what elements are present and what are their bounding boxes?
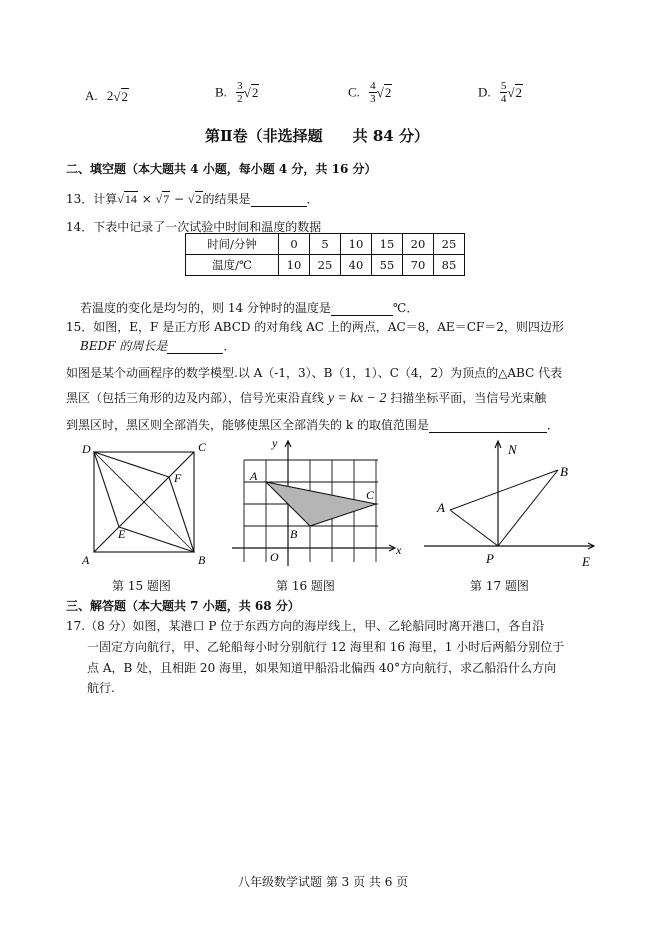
table-cell: 70 — [403, 255, 434, 276]
option-a-letter: A. — [85, 88, 98, 103]
option-b-sqrt: √2 — [243, 84, 259, 100]
label-a: A — [437, 500, 445, 515]
question-16-line1: 如图是某个动画程序的数学模型.以 A（-1，3）、B（1，1）、C（4，2）为顶点的△ABC 代表 — [66, 366, 563, 380]
option-c-fraction: $\frac{4}{3}$ — [370, 80, 376, 105]
q14-answer-blank[interactable] — [331, 301, 393, 316]
figure-15 — [78, 438, 218, 568]
table-cell: 0 — [279, 234, 310, 255]
option-a-coef: 2 — [106, 88, 114, 103]
q16-line3-suffix: ． — [546, 418, 559, 432]
table-cell: 25 — [434, 234, 465, 255]
question-14-stem: 14．下表中记录了一次试验中时间和温度的数据 — [66, 220, 322, 234]
q13-minus: − — [174, 192, 185, 206]
q13-answer-blank[interactable] — [251, 192, 307, 207]
table-header-temperature: 温度/℃ — [186, 255, 279, 276]
option-d-letter: D. — [478, 84, 491, 100]
option-a-sqrt: √2 — [113, 89, 129, 105]
label-b: B — [290, 527, 298, 541]
q14-followup-prefix: 若温度的变化是均匀的，则 14 分钟时的温度是 — [80, 301, 331, 315]
label-d: D — [82, 442, 91, 456]
q16-line2-suffix: 扫描坐标平面，当信号光束触 — [390, 391, 547, 405]
label-b: B — [560, 464, 568, 479]
q15-answer-blank[interactable] — [167, 339, 223, 354]
question-17-line4: 航行. — [87, 681, 115, 695]
question-15-line1: 15．如图，E，F 是正方形 ABCD 的对角线 AC 上的两点，AC＝8，AE＝CF＝2，则四边形 — [66, 320, 564, 334]
figure-17-caption: 第 17 题图 — [470, 579, 529, 593]
figure-16 — [228, 436, 408, 568]
label-p: P — [486, 551, 494, 566]
table-cell: 85 — [434, 255, 465, 276]
q13-sqrt-2: √2 — [187, 192, 202, 206]
label-n: N — [508, 442, 517, 457]
question-16-line3 — [66, 416, 559, 433]
question-16-line2 — [66, 389, 546, 407]
table-cell: 15 — [372, 234, 403, 255]
q13-times: × — [141, 192, 152, 206]
label-e: E — [118, 527, 126, 541]
option-d-sqrt: √2 — [507, 84, 523, 100]
q13-prefix: 13．计算 — [66, 192, 118, 206]
table-cell: 20 — [403, 234, 434, 255]
option-d-fraction: $\frac{5}{4}$ — [500, 80, 507, 105]
triangle-apb — [450, 470, 558, 546]
table-cell: 10 — [279, 255, 310, 276]
q15-line2-suffix: ． — [223, 339, 236, 353]
table-cell: 25 — [310, 255, 341, 276]
section-2-title: 第Ⅱ卷（非选择题 共 84 分） — [205, 127, 429, 145]
option-c — [348, 80, 392, 105]
figure-17 — [424, 436, 608, 568]
question-17-line3: 点 A，B 处，且相距 20 海里，如果知道甲船沿北偏西 40°方向航行，求乙船沿什么方向 — [87, 661, 557, 675]
option-c-sqrt: √2 — [376, 84, 392, 100]
label-x: x — [396, 543, 402, 557]
q13-end: ． — [306, 192, 319, 206]
option-a — [85, 88, 129, 105]
table-cell: 40 — [341, 255, 372, 276]
page-footer: 八年级数学试题 第 3 页 共 6 页 — [238, 875, 409, 889]
option-c-letter: C. — [348, 84, 360, 100]
label-o: O — [270, 550, 279, 564]
q13-sqrt-14: √14 — [117, 192, 137, 206]
part-3-heading: 三、解答题（本大题共 7 小题，共 68 分） — [66, 599, 300, 613]
table-row-time — [186, 234, 465, 255]
question-14-followup — [80, 299, 418, 316]
table-row-temperature — [186, 255, 465, 276]
table-cell: 5 — [310, 234, 341, 255]
q14-followup-suffix: ℃． — [392, 301, 419, 315]
table-header-time: 时间/分钟 — [186, 234, 279, 255]
label-e: E — [582, 554, 590, 568]
option-b-fraction: $\frac{3}{2}$ — [237, 80, 243, 105]
q16-answer-blank[interactable] — [429, 418, 547, 433]
label-a: A — [250, 469, 258, 483]
question-13 — [66, 190, 319, 207]
time-temperature-table — [185, 233, 465, 276]
label-c: C — [366, 488, 375, 502]
table-cell: 55 — [372, 255, 403, 276]
q13-sqrt-7: √7 — [155, 192, 170, 206]
option-d — [478, 80, 523, 105]
question-15-line2 — [80, 337, 235, 354]
figure-15-caption: 第 15 题图 — [112, 579, 171, 593]
label-y: y — [272, 436, 278, 450]
part-2-heading: 二、填空题（本大题共 4 小题，每小题 4 分，共 16 分） — [66, 162, 377, 176]
option-b-letter: B. — [215, 84, 227, 100]
q16-line-formula: y = kx − 2 — [327, 391, 387, 406]
label-b: B — [198, 553, 206, 567]
q16-line2-prefix: 黑区（包括三角形的边及内部），信号光束沿直线 — [66, 391, 325, 405]
label-f: F — [174, 471, 182, 485]
q16-line3-prefix: 到黑区时，黑区则全部消失，能够使黑区全部消失的 k 的取值范围是 — [66, 418, 429, 432]
option-b — [215, 80, 259, 105]
figure-16-caption: 第 16 题图 — [276, 579, 335, 593]
question-17-line2: 一固定方向航行，甲、乙轮船每小时分别航行 12 海里和 16 海里，1 小时后两船分别位于 — [87, 640, 565, 654]
label-a: A — [82, 553, 90, 567]
label-c: C — [198, 440, 207, 454]
table-cell: 10 — [341, 234, 372, 255]
q15-line2-prefix: BEDF 的周长是 — [80, 339, 168, 353]
q13-suffix: 的结果是 — [202, 192, 251, 206]
question-17-line1: 17.（8 分）如图，某港口 P 位于东西方向的海岸线上，甲、乙轮船同时离开港口，各自沿 — [66, 619, 545, 633]
